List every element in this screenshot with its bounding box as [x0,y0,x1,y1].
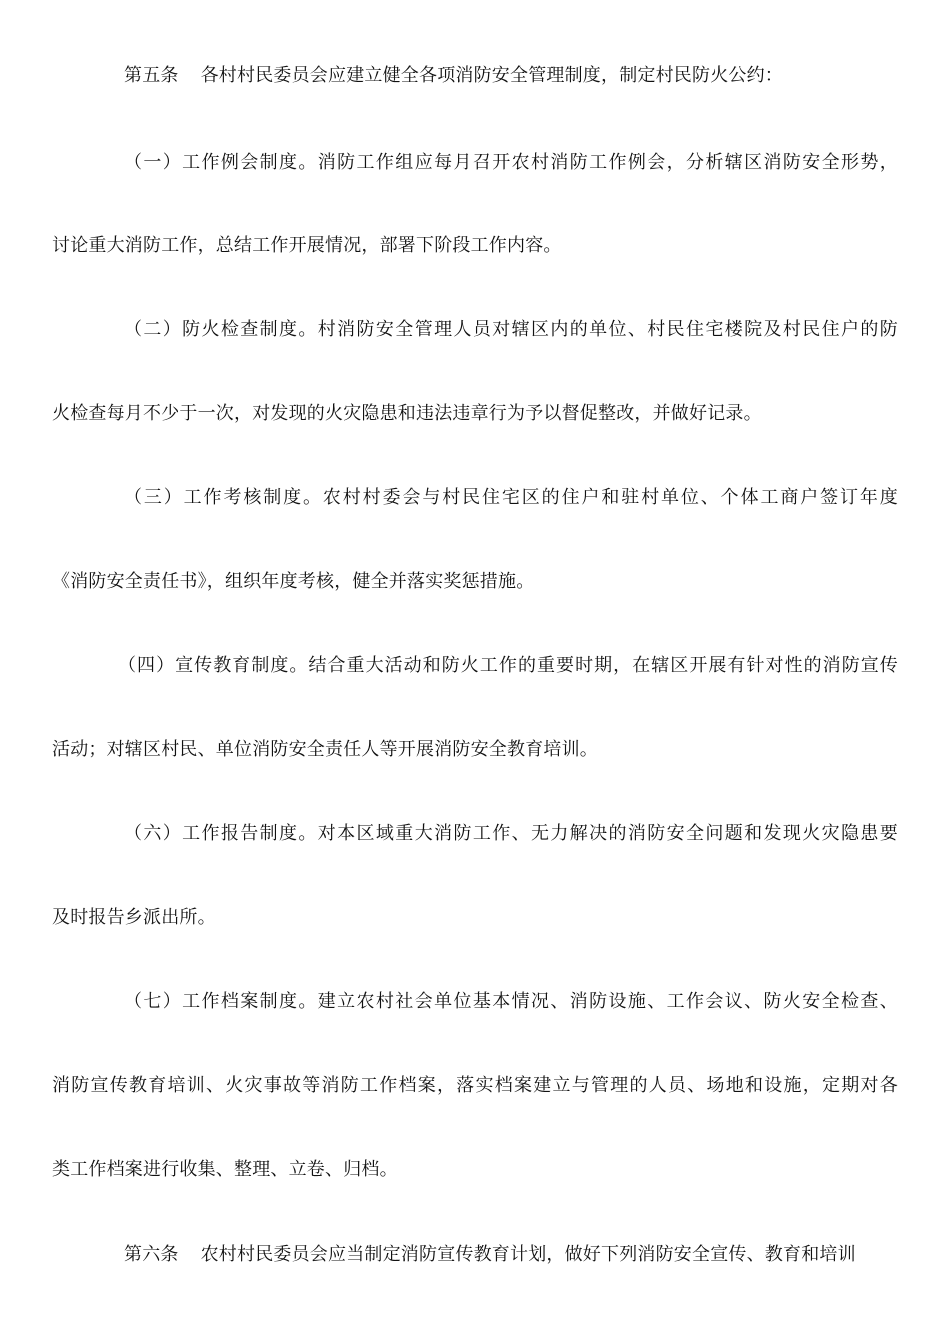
article-6-label: 第六条 [124,1244,179,1265]
item-4-line-1: （四）宣传教育制度。结合重大活动和防火工作的重要时期，在辖区开展有针对性的消防宣传 [118,655,898,676]
item-3-line-1: （三）工作考核制度。农村村委会与村民住宅区的住户和驻村单位、个体工商户签订年度 [124,487,898,508]
article-5-text: 各村村民委员会应建立健全各项消防安全管理制度，制定村民防火公约： [200,65,784,86]
item-7-line-2: 消防宣传教育培训、火灾事故等消防工作档案，落实档案建立与管理的人员、场地和设施，定期对各 [52,1075,898,1096]
item-3-line-2: 《消防安全责任书》，组织年度考核，健全并落实奖惩措施。 [52,571,535,592]
item-4-line-2: 活动；对辖区村民、单位消防安全责任人等开展消防安全教育培训。 [52,739,598,760]
article-5-label: 第五条 [124,65,179,86]
item-7-line-3: 类工作档案进行收集、整理、立卷、归档。 [52,1159,398,1180]
item-6-line-2: 及时报告乡派出所。 [52,907,216,928]
item-1-line-1: （一）工作例会制度。消防工作组应每月召开农村消防工作例会，分析辖区消防安全形势， [124,152,898,173]
item-2-line-2: 火检查每月不少于一次，对发现的火灾隐患和违法违章行为予以督促整改，并做好记录。 [52,403,762,424]
item-2-line-1: （二）防火检查制度。村消防安全管理人员对辖区内的单位、村民住宅楼院及村民住户的防 [124,319,898,340]
article-6-heading [124,1243,898,1267]
article-5-heading [124,64,898,88]
item-7-line-1: （七）工作档案制度。建立农村社会单位基本情况、消防设施、工作会议、防火安全检查、 [124,991,898,1012]
item-6-line-1: （六）工作报告制度。对本区域重大消防工作、无力解决的消防安全问题和发现火灾隐患要 [124,823,898,844]
item-1-line-2: 讨论重大消防工作，总结工作开展情况，部署下阶段工作内容。 [52,235,562,256]
article-6-text: 农村村民委员会应当制定消防宣传教育计划，做好下列消防安全宣传、教育和培训 [200,1244,856,1265]
